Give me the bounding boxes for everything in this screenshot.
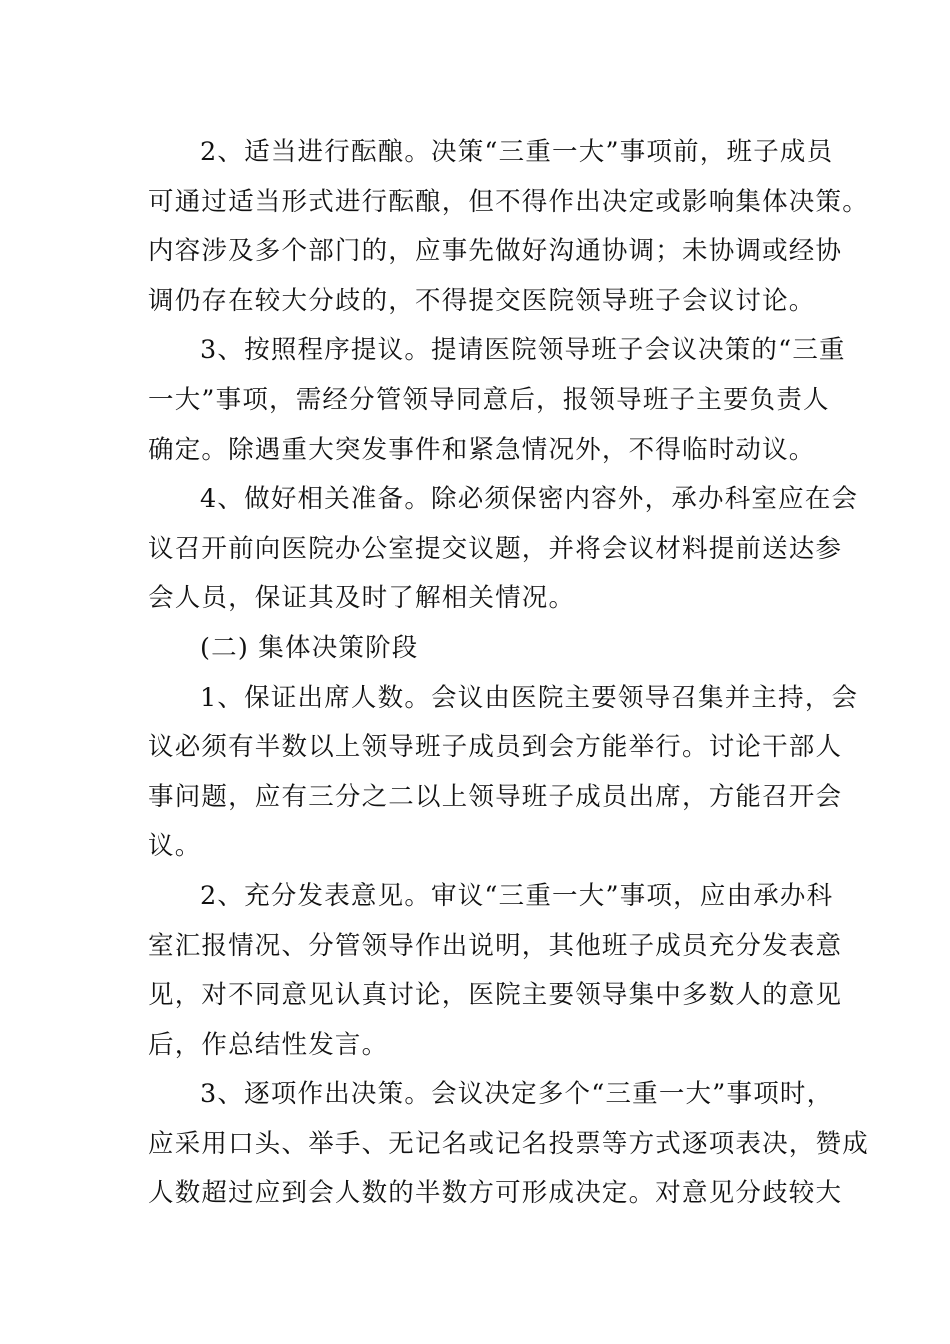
text-line: 室汇报情况、分管领导作出说明，其他班子成员充分发表意 [148, 930, 843, 961]
text-line: 议。 [148, 831, 202, 862]
text-line: 应采用口头、举手、无记名或记名投票等方式逐项表决，赞成 [148, 1128, 869, 1159]
section-heading: (二) 集体决策阶段 [200, 632, 419, 663]
text-line: 事问题，应有三分之二以上领导班子成员出席，方能召开会 [148, 781, 843, 812]
text-line: 可通过适当形式进行酝酿，但不得作出决定或影响集体决策。 [148, 186, 869, 217]
paragraph-decide [148, 1070, 869, 1219]
section-heading-collective-decision [148, 624, 808, 674]
paragraph-step-4-prepare [148, 475, 859, 624]
paragraph-step-2-consult [148, 128, 869, 326]
paragraph-attendance [148, 674, 859, 872]
text-line: 调仍存在较大分歧的，不得提交医院领导班子会议讨论。 [148, 285, 816, 316]
text-line: 内容涉及多个部门的，应事先做好沟通协调；未协调或经协 [148, 236, 843, 267]
paragraph-step-3-propose [148, 326, 846, 475]
text-line: 议召开前向医院办公室提交议题，并将会议材料提前送达参 [148, 533, 843, 564]
text-line: 一大”事项，需经分管领导同意后，报领导班子主要负责人 [148, 384, 830, 415]
text-line: 会人员，保证其及时了解相关情况。 [148, 583, 576, 614]
text-line: 4、做好相关准备。除必须保密内容外，承办科室应在会 [200, 484, 859, 515]
text-line: 人数超过应到会人数的半数方可形成决定。对意见分歧较大 [148, 1178, 843, 1209]
text-line: 1、保证出席人数。会议由医院主要领导召集并主持，会 [200, 682, 859, 713]
text-line: 议必须有半数以上领导班子成员到会方能举行。讨论干部人 [148, 732, 843, 763]
text-line: 2、充分发表意见。审议“三重一大”事项，应由承办科 [200, 880, 834, 911]
text-line: 后，作总结性发言。 [148, 1029, 389, 1060]
text-line: 2、适当进行酝酿。决策“三重一大”事项前，班子成员 [200, 137, 834, 167]
text-line: 确定。除遇重大突发事件和紧急情况外，不得临时动议。 [148, 434, 816, 465]
text-line: 3、逐项作出决策。会议决定多个“三重一大”事项时， [200, 1079, 834, 1110]
text-line: 见，对不同意见认真讨论，医院主要领导集中多数人的意见 [148, 980, 843, 1011]
body-text [148, 128, 869, 1219]
text-line: 3、按照程序提议。提请医院领导班子会议决策的“三重 [200, 335, 846, 366]
paragraph-opinions [148, 872, 843, 1070]
